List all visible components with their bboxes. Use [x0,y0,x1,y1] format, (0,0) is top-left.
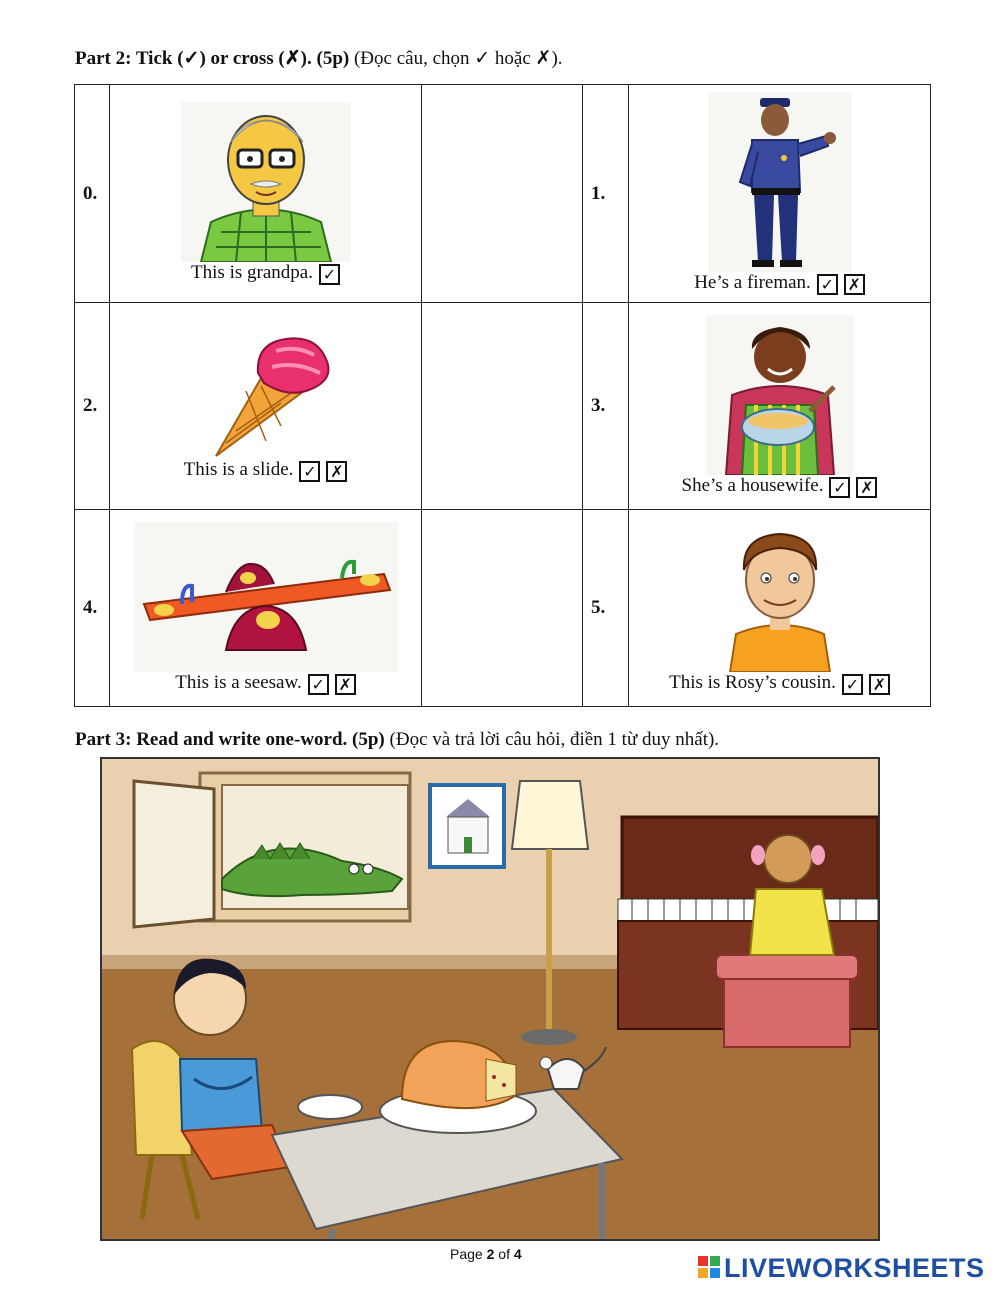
tick-box-example: ✓ [319,264,340,285]
item-sentence: This is a slide. [183,458,294,480]
woman-mixing-bowl-picture [706,315,854,475]
table-row [75,303,931,510]
part2-instruction: (Đọc câu, chọn ✓ hoặc ✗). [349,48,563,69]
page-footer [450,1246,522,1262]
item-number: 3. [583,303,629,510]
liveworksheets-icon [698,1256,720,1280]
part2-heading [75,47,563,70]
tick-box[interactable]: ✓ [817,274,838,295]
blank-cell [422,303,583,510]
item-sentence: This is grandpa. [191,262,313,283]
part3-heading [75,729,719,751]
seesaw-picture [134,522,398,672]
table-row [75,85,931,303]
boy-picture [716,522,844,672]
page-of: of [494,1246,514,1262]
blank-cell [422,85,583,303]
item-number: 2. [75,303,110,510]
page-prefix: Page [450,1246,487,1262]
liveworksheets-logo [698,1253,985,1284]
table-row [75,510,931,707]
item-number: 5. [583,510,629,707]
ice-cream-picture [186,331,346,459]
item-cell-3 [629,303,931,510]
cross-box[interactable]: ✗ [844,274,865,295]
item-cell-0 [110,85,422,303]
item-sentence: He’s a fireman. [694,272,811,293]
item-cell-5 [629,510,931,707]
page-total: 4 [513,1246,522,1262]
item-number: 0. [75,85,110,303]
tick-box[interactable]: ✓ [299,461,320,482]
tick-cross-table [74,84,931,707]
cross-box[interactable]: ✗ [856,477,877,498]
cross-box[interactable]: ✗ [326,461,347,482]
blank-cell [422,510,583,707]
living-room-scene [100,757,880,1241]
item-sentence: This is Rosy’s cousin. [669,671,836,693]
part3-title: Part 3: Read and write one-word. (5p) [75,729,385,750]
item-cell-1 [629,85,931,303]
item-number: 4. [75,510,110,707]
grandpa-picture [181,102,351,262]
living-room-picture [102,759,878,1239]
tick-box[interactable]: ✓ [842,674,863,695]
page-current: 2 [486,1246,495,1262]
item-sentence: She’s a housewife. [681,474,824,496]
brand-name: LIVEWORKSHEETS [724,1253,985,1283]
item-number: 1. [583,85,629,303]
cross-box[interactable]: ✗ [869,674,890,695]
tick-box[interactable]: ✓ [308,674,329,695]
tick-box[interactable]: ✓ [829,477,850,498]
part3-instruction: (Đọc và trả lời câu hỏi, điền 1 từ duy nhất). [384,729,720,750]
item-sentence: This is a seesaw. [175,671,302,693]
policeman-picture [708,92,852,272]
item-cell-4 [110,510,422,707]
cross-box[interactable]: ✗ [335,674,356,695]
part2-title: Part 2: Tick (✓) or cross (✗). (5p) [75,48,350,69]
item-cell-2 [110,303,422,510]
